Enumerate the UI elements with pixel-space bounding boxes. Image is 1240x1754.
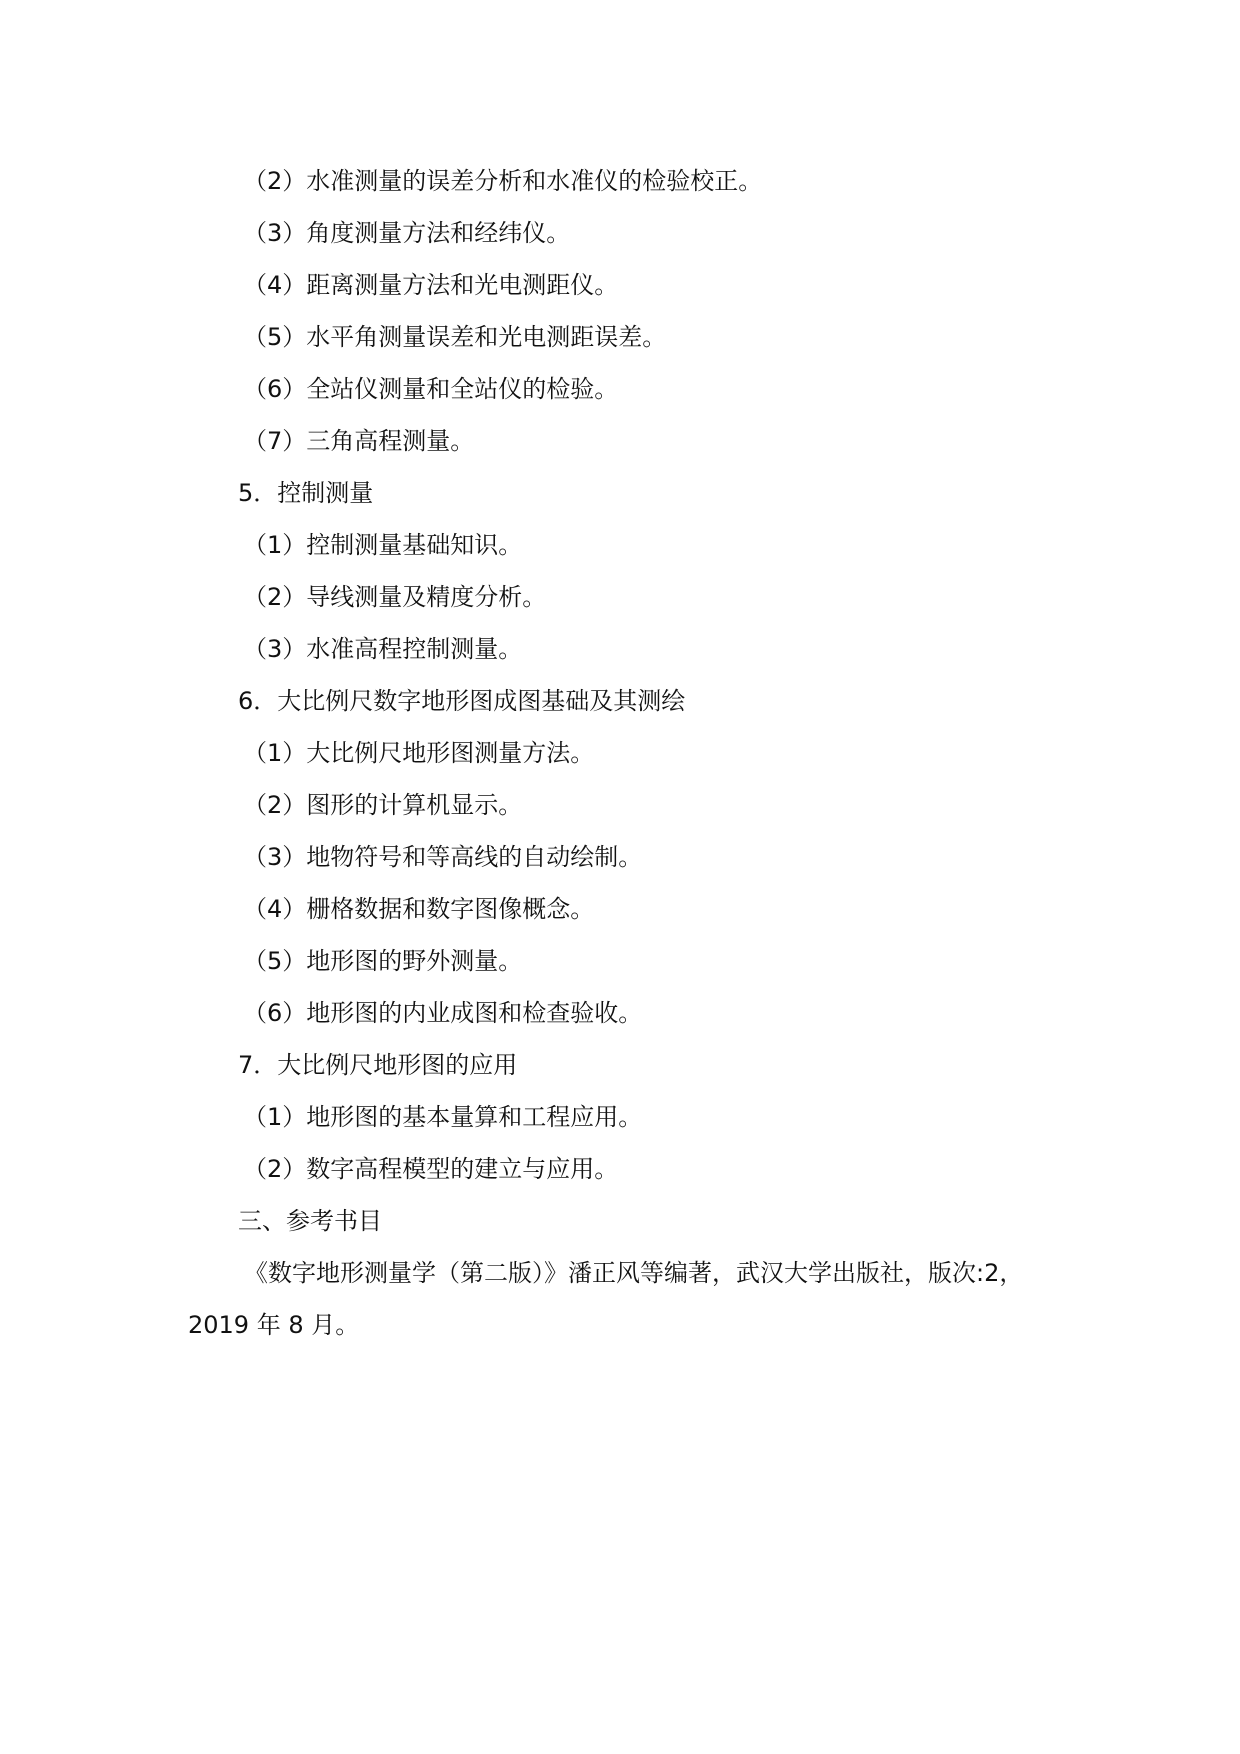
list-item: （6）全站仪测量和全站仪的检验。 bbox=[243, 375, 619, 403]
reference-continuation: 2019 年 8 月。 bbox=[188, 1311, 360, 1339]
list-item: （2）导线测量及精度分析。 bbox=[243, 583, 547, 611]
list-item: （5）水平角测量误差和光电测距误差。 bbox=[243, 323, 667, 351]
list-item: （1）地形图的基本量算和工程应用。 bbox=[243, 1103, 643, 1131]
section-heading: 三、参考书目 bbox=[238, 1207, 382, 1235]
list-item: （3）角度测量方法和经纬仪。 bbox=[243, 219, 571, 247]
section-heading: 5．控制测量 bbox=[238, 479, 374, 507]
section-heading: 6．大比例尺数字地形图成图基础及其测绘 bbox=[238, 687, 686, 715]
list-item: （2）图形的计算机显示。 bbox=[243, 791, 523, 819]
list-item: （4）距离测量方法和光电测距仪。 bbox=[243, 271, 619, 299]
list-item: （1）控制测量基础知识。 bbox=[243, 531, 523, 559]
list-item: （7）三角高程测量。 bbox=[243, 427, 475, 455]
list-item: （2）数字高程模型的建立与应用。 bbox=[243, 1155, 619, 1183]
list-item: （6）地形图的内业成图和检查验收。 bbox=[243, 999, 643, 1027]
list-item: （2）水准测量的误差分析和水准仪的检验校正。 bbox=[243, 167, 763, 195]
list-item: （4）栅格数据和数字图像概念。 bbox=[243, 895, 595, 923]
section-heading: 7．大比例尺地形图的应用 bbox=[238, 1051, 518, 1079]
reference-line: 《数字地形测量学（第二版）》潘正风等编著，武汉大学出版社，版次:2， bbox=[244, 1259, 1024, 1287]
list-item: （3）水准高程控制测量。 bbox=[243, 635, 523, 663]
list-item: （3）地物符号和等高线的自动绘制。 bbox=[243, 843, 643, 871]
list-item: （1）大比例尺地形图测量方法。 bbox=[243, 739, 595, 767]
list-item: （5）地形图的野外测量。 bbox=[243, 947, 523, 975]
